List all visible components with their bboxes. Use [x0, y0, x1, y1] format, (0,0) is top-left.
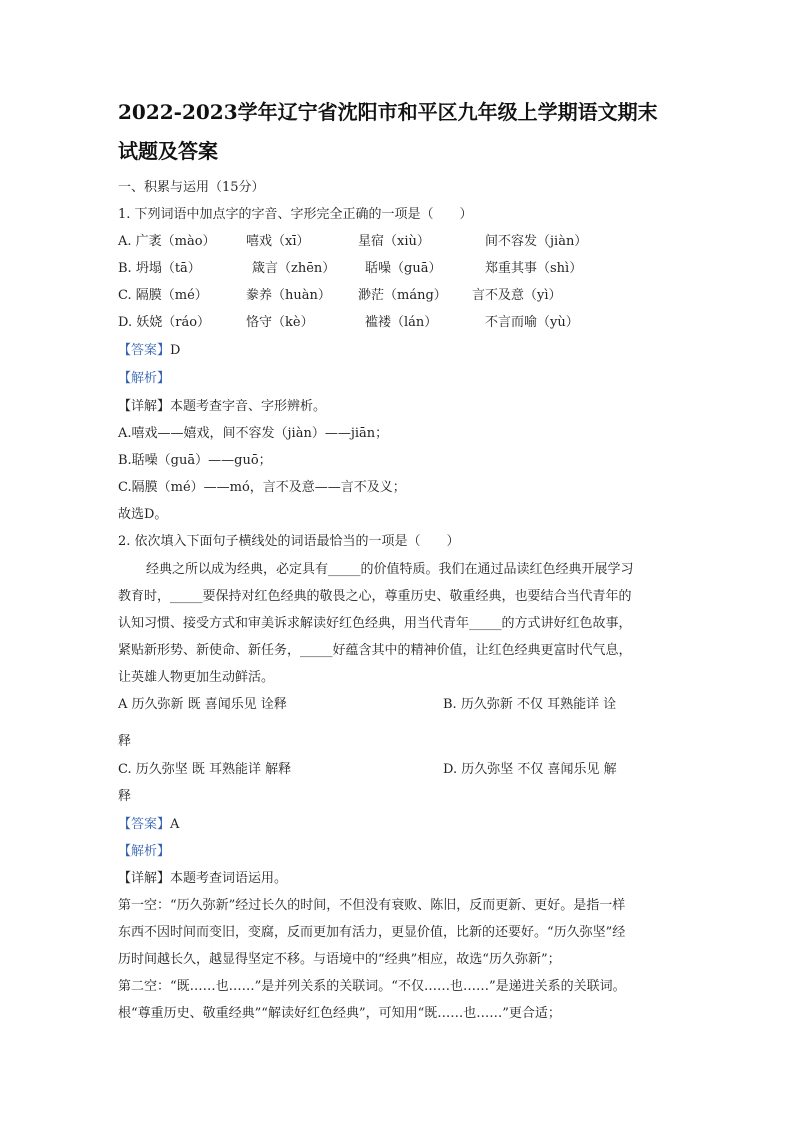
detail-line: 东西不因时间而变旧，变腐，反而更加有活力，更显价值，比新的还要好。“历久弥坚”经 [118, 925, 626, 940]
detail-line: C.隔膜（mé）——mó，言不及意——言不及义； [118, 480, 406, 495]
doc-title: 2022-2023学年辽宁省沈阳市和平区九年级上学期语文期末 [118, 100, 658, 124]
option: D. 妖娆（ráo） [118, 315, 211, 330]
option: A 历久弥新 既 喜闻乐见 诠释 [118, 697, 287, 712]
passage-line: 经典之所以成为经典，必定具有_____的价值特质。我们在通过品读红色经典开展学习 [146, 562, 634, 577]
passage-line: 认知习惯、接受方式和审美诉求解读好红色经典，用当代青年_____的方式讲好红色故事， [118, 616, 632, 631]
detail-line: B.聒噪（guā）——guō； [118, 453, 272, 468]
detail-line: 【详解】本题考查词语运用。 [118, 871, 288, 886]
detail-line: 历时间越长久，越显得坚定不移。与语境中的“经典”相应，故选“历久弥新”； [118, 952, 561, 967]
option: 不言而喻（yù） [485, 315, 579, 330]
option: C. 历久弥坚 既 耳熟能详 解释 [118, 762, 292, 777]
option: B. 坍塌（tā） [118, 261, 201, 276]
option-wrap: 释 [118, 734, 132, 749]
passage-line: 让英雄人物更加生动鲜活。 [118, 670, 275, 685]
option: C. 隔膜（mé） [118, 288, 208, 303]
detail-line: 【详解】本题考查字音、字形辨析。 [118, 399, 327, 414]
answer-value: D [170, 343, 181, 358]
answer-line [118, 342, 180, 360]
answer-value: A [170, 817, 180, 832]
passage-line: 紧贴新形势、新使命、新任务，_____好蕴含其中的精神价值，让红色经典更富时代气息， [118, 643, 632, 658]
section-heading: 一、积累与运用（15分） [118, 180, 265, 195]
answer-tag: 【答案】 [118, 343, 171, 358]
option: 豢养（huàn） [246, 288, 331, 303]
doc-title-cont: 试题及答案 [118, 139, 218, 163]
detail-line: 第二空：“既……也……”是并列关系的关联词。“不仅……也……”是递进关系的关联词。 [118, 979, 626, 994]
option: 言不及意（yì） [472, 288, 562, 303]
analysis-tag: 【解析】 [118, 371, 171, 386]
option: 嘻戏（xī） [246, 234, 310, 249]
analysis-tag: 【解析】 [118, 844, 171, 859]
detail-line: A.嘻戏——嬉戏，间不容发（jiàn）——jiān； [118, 426, 389, 441]
q2-stem: 2. 依次填入下面句子横线处的词语最恰当的一项是（ ） [118, 534, 460, 549]
option: A. 广袤（mào） [118, 234, 216, 249]
option-wrap: 释 [118, 789, 132, 804]
q1-stem: 1. 下列词语中加点字的字音、字形完全正确的一项是（ ） [118, 207, 473, 222]
detail-line: 第一空：“历久弥新”经过长久的时间，不但没有衰败、陈旧，反而更新、更好。是指一样 [118, 898, 626, 913]
option: 间不容发（jiàn） [485, 234, 588, 249]
option: 恪守（kè） [246, 315, 314, 330]
option: D. 历久弥坚 不仅 喜闻乐见 解 [443, 762, 617, 777]
detail-line: 故选D。 [118, 507, 168, 522]
option: 褴褛（lán） [365, 315, 438, 330]
answer-tag: 【答案】 [118, 817, 171, 832]
option: 聒噪（guā） [365, 261, 442, 276]
option: B. 历久弥新 不仅 耳熟能详 诠 [443, 697, 617, 712]
detail-line: 根“尊重历史、敬重经典”“解读好红色经典”，可知用“既……也……”更合适； [118, 1006, 561, 1021]
answer-line [118, 816, 179, 834]
option: 星宿（xiù） [358, 234, 430, 249]
option: 郑重其事（shì） [485, 261, 583, 276]
option: 渺茫（máng） [358, 288, 447, 303]
option: 箴言（zhēn） [252, 261, 336, 276]
passage-line: 教育时，_____要保持对红色经典的敬畏之心，尊重历史、敬重经典，也要结合当代青年的 [118, 589, 632, 604]
